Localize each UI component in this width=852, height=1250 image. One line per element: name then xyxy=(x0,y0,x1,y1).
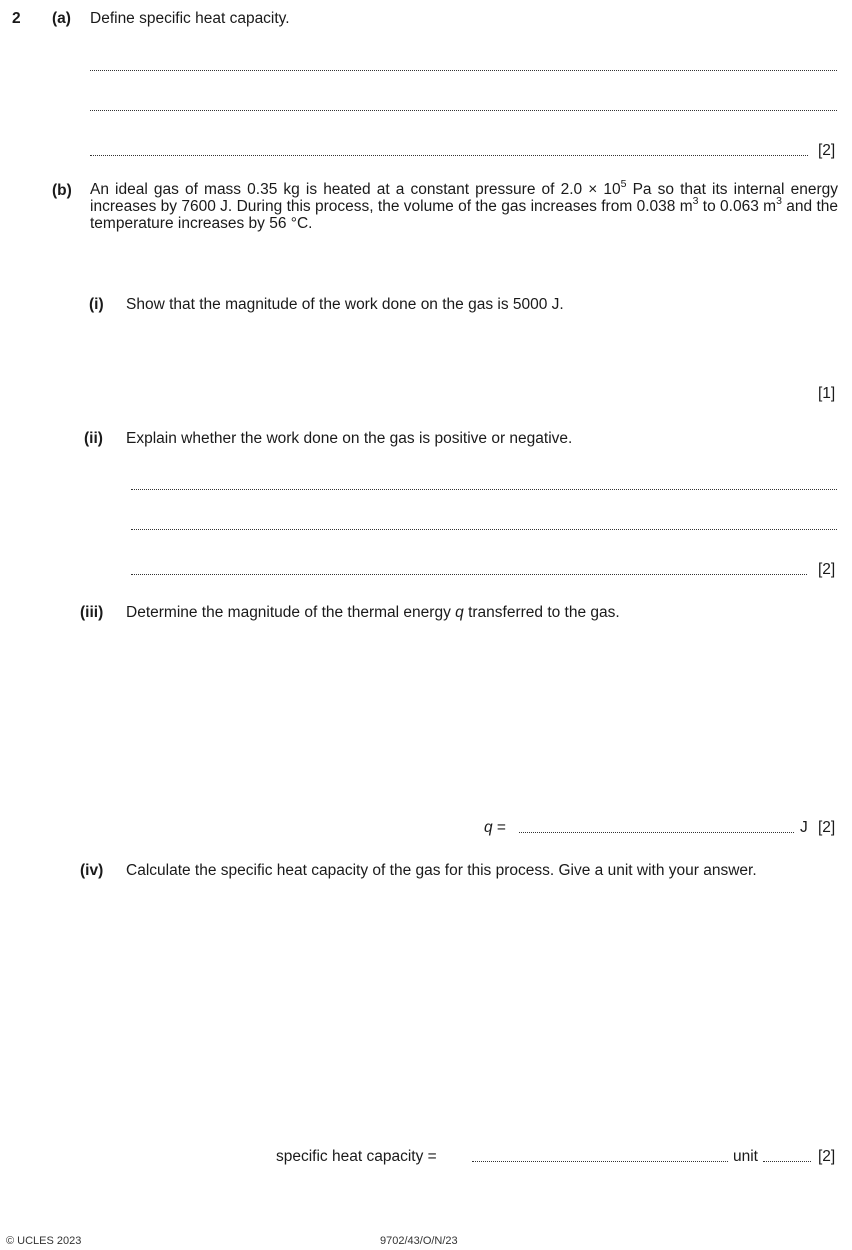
footer-copyright: © UCLES 2023 xyxy=(6,1235,82,1247)
part-b-iii-marks: [2] xyxy=(818,819,836,836)
answer-line-ii3[interactable] xyxy=(131,574,807,575)
part-a-marks: [2] xyxy=(818,142,836,159)
part-b-i-label: (i) xyxy=(89,296,104,313)
part-b-iv-label: (iv) xyxy=(80,862,104,879)
question-number: 2 xyxy=(12,10,21,27)
q-answer-unit: J xyxy=(800,819,808,836)
part-b-iv-prompt: Calculate the specific heat capacity of the gas for this process. Give a unit with your answer. xyxy=(126,862,757,879)
answer-line-a3[interactable] xyxy=(90,155,808,156)
part-b-iv-marks: [2] xyxy=(818,1148,836,1165)
part-a-prompt: Define specific heat capacity. xyxy=(90,10,290,27)
shc-answer-line[interactable] xyxy=(472,1161,728,1162)
q-answer-line[interactable] xyxy=(519,832,794,833)
part-b-label: (b) xyxy=(52,182,72,199)
answer-line-ii1[interactable] xyxy=(131,489,837,490)
part-b-ii-marks: [2] xyxy=(818,561,836,578)
working-area-iii[interactable] xyxy=(126,630,826,800)
unit-answer-line[interactable] xyxy=(763,1161,811,1162)
answer-line-a1[interactable] xyxy=(90,70,837,71)
part-b-ii-label: (ii) xyxy=(84,430,103,447)
part-b-ii-prompt: Explain whether the work done on the gas is positive or negative. xyxy=(126,430,573,447)
part-b-iii-label: (iii) xyxy=(80,604,104,621)
answer-line-ii2[interactable] xyxy=(131,529,837,530)
part-a-label: (a) xyxy=(52,10,71,27)
part-b-i-prompt: Show that the magnitude of the work done on the gas is 5000 J. xyxy=(126,296,564,313)
part-b-intro: An ideal gas of mass 0.35 kg is heated at a constant pressure of $2.0 \times 10^5$ Pa so that its internal energy increases by 7600 J. During this process, the volume of the gas increases from 0.038 $m^3$ to 0.063 $m^3$ and the temperature increases by 56 °C. xyxy=(90,177,838,232)
q-answer-label: q = xyxy=(484,819,506,836)
working-area-iv[interactable] xyxy=(126,900,826,1100)
footer-code: 9702/43/O/N/23 xyxy=(380,1235,458,1247)
working-area-i[interactable] xyxy=(126,320,826,360)
shc-answer-label: specific heat capacity = xyxy=(276,1148,437,1165)
part-b-i-marks: [1] xyxy=(818,385,836,402)
unit-label: unit xyxy=(733,1148,758,1165)
part-b-iii-prompt: Determine the magnitude of the thermal energy q transferred to the gas. xyxy=(126,604,620,621)
answer-line-a2[interactable] xyxy=(90,110,837,111)
